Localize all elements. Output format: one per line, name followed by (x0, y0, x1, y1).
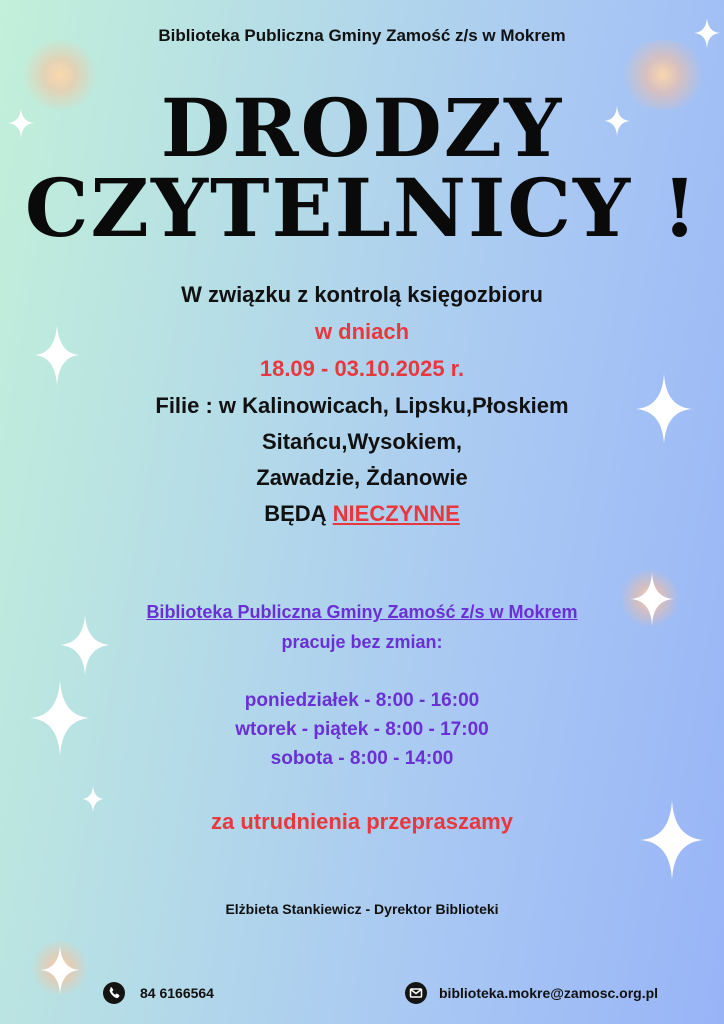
page-title-line-1: DRODZY (160, 81, 564, 175)
sparkle-icon (40, 945, 80, 995)
apology-text: za utrudnienia przepraszamy (211, 809, 513, 834)
phone-icon (103, 982, 125, 1004)
notice-intro: W związku z kontrolą księgozbioru (181, 282, 543, 307)
branches-line-2: Sitańcu,Wysokiem, (261, 429, 463, 454)
closed-notice (0, 501, 724, 527)
hours-row: wtorek - piątek - 8:00 - 17:00 (235, 719, 489, 740)
main-library-status: pracuje bez zmian: (281, 632, 443, 652)
phone-number[interactable]: 84 6166564 (140, 985, 214, 1001)
glow-decoration (30, 940, 90, 996)
branches-line-1: Filie : w Kalinowicach, Lipsku,Płoskiem (155, 393, 569, 418)
closed-prefix: BĘDĄ (264, 501, 327, 526)
branches-line-3: Zawadzie, Żdanowie (256, 465, 468, 490)
library-header: Biblioteka Publiczna Gminy Zamość z/s w Mokrem (158, 26, 566, 45)
page-title-line-2: CZYTELNICY ! (24, 161, 700, 255)
main-library-name[interactable]: Biblioteka Publiczna Gminy Zamość z/s w Mokrem (146, 602, 578, 622)
signature: Elżbieta Stankiewicz - Dyrektor Biblioteki (225, 901, 499, 917)
hours-row: sobota - 8:00 - 14:00 (270, 748, 454, 769)
email-address[interactable]: biblioteka.mokre@zamosc.org.pl (439, 985, 659, 1001)
notice-dates: 18.09 - 03.10.2025 r. (259, 356, 465, 381)
envelope-icon (405, 982, 427, 1004)
hours-row: poniedziałek - 8:00 - 16:00 (244, 690, 480, 711)
notice-dates-label: w dniach (314, 319, 410, 344)
closed-word: NIECZYNNE (332, 501, 460, 526)
